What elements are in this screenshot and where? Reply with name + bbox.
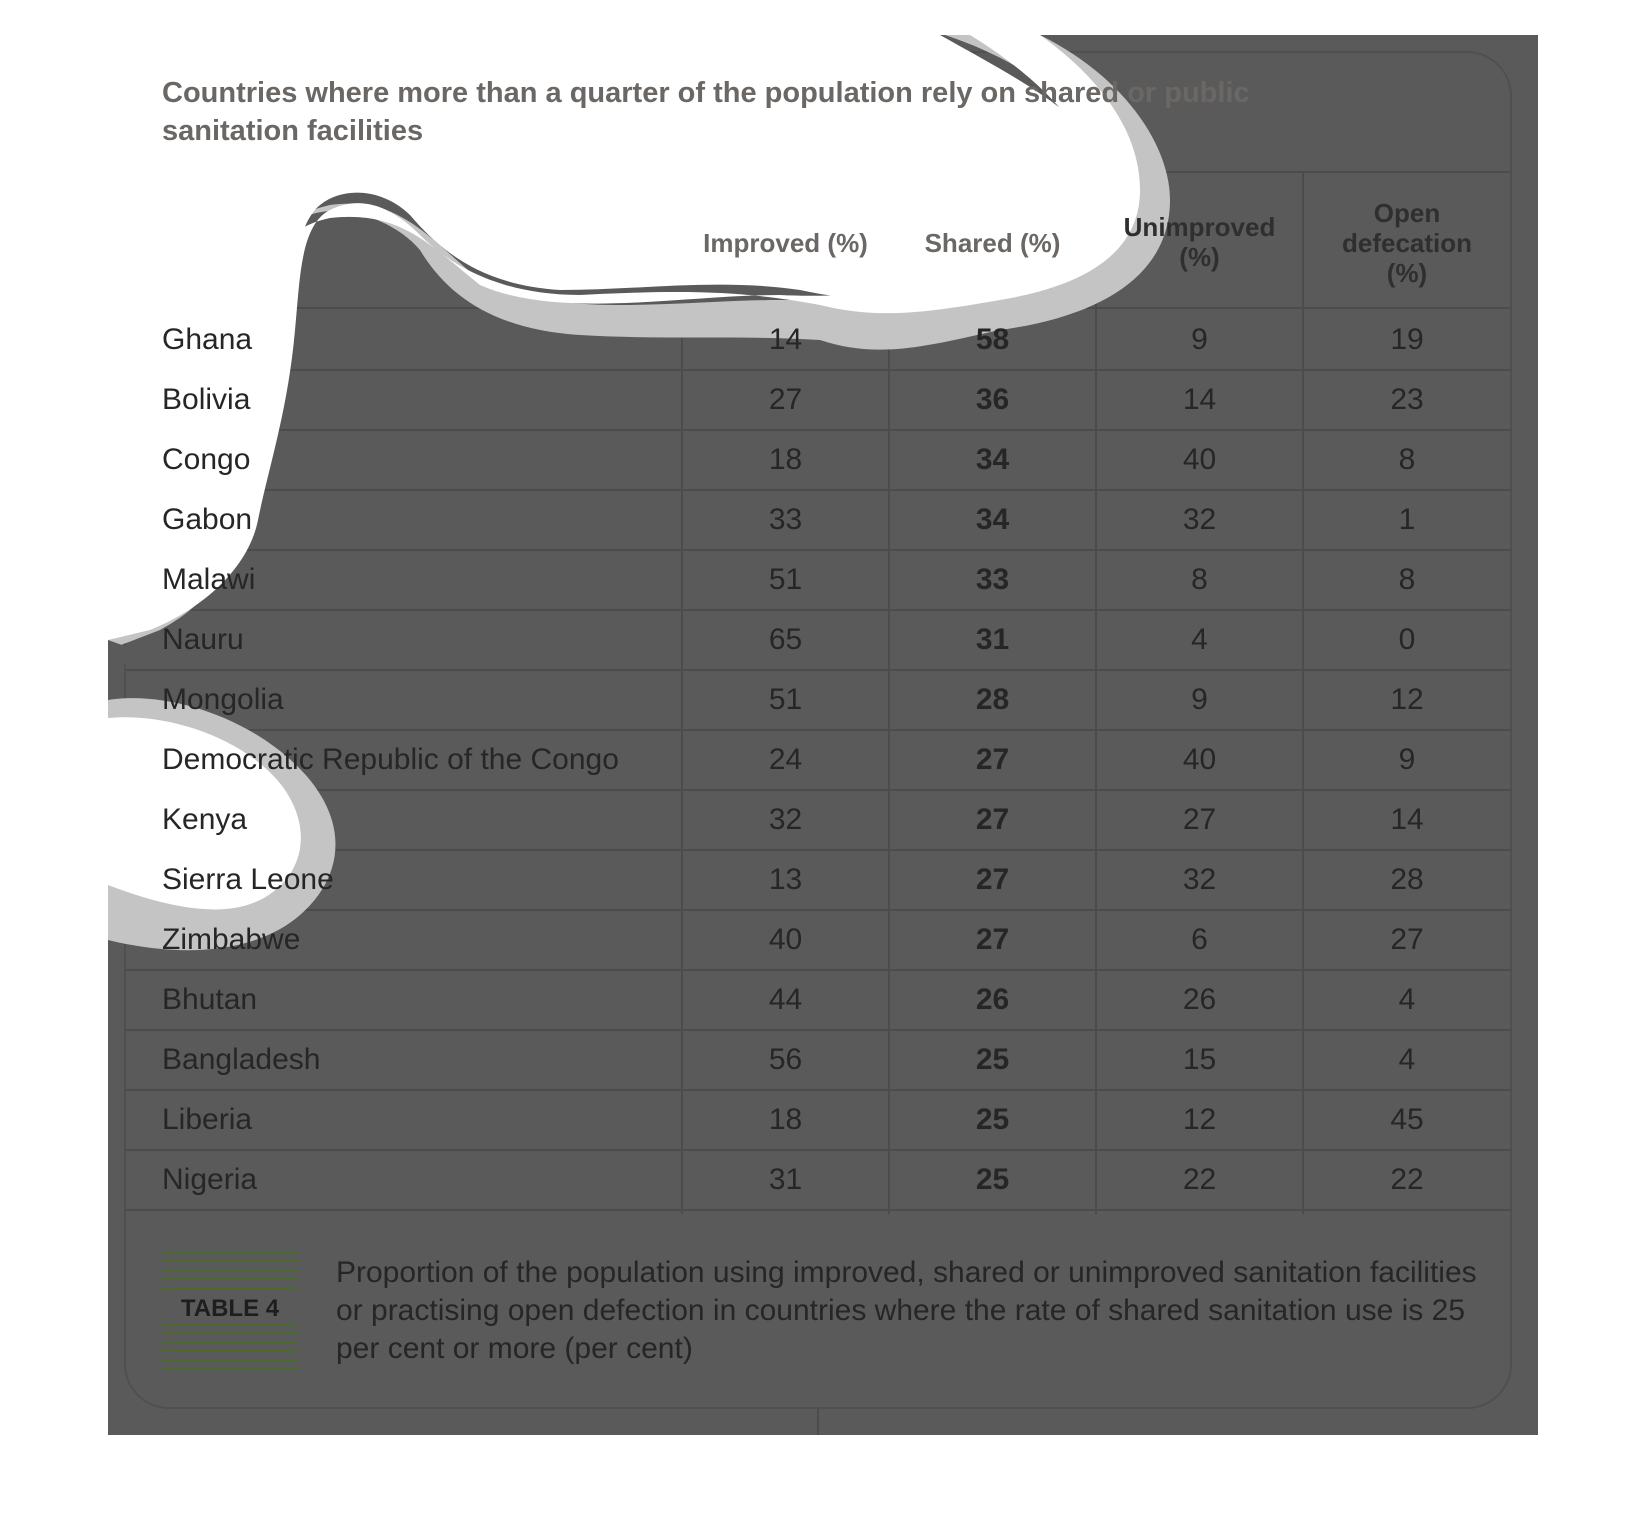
header-unimproved-line1: Unimproved <box>1123 212 1276 242</box>
header-open-line3: (%) <box>1386 258 1428 288</box>
country-name: Kenya <box>162 803 248 836</box>
country-name: Malawi <box>162 563 256 596</box>
cell-shared: 34 <box>975 503 1010 536</box>
country-name: Sierra Leone <box>162 863 334 896</box>
country-name: Congo <box>162 443 251 476</box>
cell-shared: 27 <box>975 803 1010 836</box>
cell-improved: 24 <box>768 743 803 776</box>
table-tag <box>162 1250 298 1376</box>
cell-unimproved: 14 <box>1182 383 1217 416</box>
cell-shared: 36 <box>975 383 1010 416</box>
cell-open: 14 <box>1390 803 1424 836</box>
cell-unimproved: 26 <box>1182 983 1217 1016</box>
cell-shared: 34 <box>975 443 1010 476</box>
cell-unimproved: 40 <box>1182 743 1217 776</box>
cell-improved: 51 <box>768 683 803 716</box>
header-open-line1: Open <box>1373 198 1441 228</box>
cell-improved: 18 <box>768 1103 803 1136</box>
country-name: Nigeria <box>162 1163 258 1196</box>
cell-improved: 32 <box>768 803 803 836</box>
cell-shared: 25 <box>975 1163 1010 1196</box>
cell-unimproved: 22 <box>1182 1163 1217 1196</box>
header-improved: Improved (%) <box>703 228 868 258</box>
cell-improved: 14 <box>768 323 803 356</box>
country-name: Nauru <box>162 623 244 656</box>
country-name: Democratic Republic of the Congo <box>162 743 619 776</box>
cell-open: 12 <box>1390 683 1424 716</box>
cell-improved: 13 <box>768 863 803 896</box>
cell-unimproved: 15 <box>1182 1043 1217 1076</box>
country-name: Bangladesh <box>162 1043 321 1076</box>
cell-improved: 40 <box>768 923 803 956</box>
cell-shared: 31 <box>975 623 1010 656</box>
header-unimproved <box>1096 212 1303 272</box>
cell-shared: 26 <box>975 983 1010 1016</box>
country-name: Mongolia <box>162 683 284 716</box>
cell-open: 22 <box>1390 1163 1424 1196</box>
country-name: Liberia <box>162 1103 253 1136</box>
cell-improved: 18 <box>768 443 803 476</box>
header-open-line2: defecation <box>1341 228 1473 258</box>
cell-open: 0 <box>1398 623 1416 656</box>
cell-shared: 58 <box>975 323 1010 356</box>
cell-shared: 25 <box>975 1103 1010 1136</box>
country-name: Bhutan <box>162 983 258 1016</box>
cell-improved: 51 <box>768 563 803 596</box>
cell-improved: 65 <box>768 623 803 656</box>
cell-open: 8 <box>1398 443 1416 476</box>
table-tag-label: TABLE 4 <box>162 1294 298 1324</box>
header-open-defecation <box>1303 198 1511 288</box>
cell-shared: 27 <box>975 743 1010 776</box>
cell-improved: 44 <box>768 983 803 1016</box>
cell-improved: 31 <box>768 1163 803 1196</box>
cell-open: 45 <box>1390 1103 1424 1136</box>
header-shared: Shared (%) <box>924 228 1061 258</box>
cell-shared: 33 <box>975 563 1010 596</box>
cell-unimproved: 9 <box>1191 683 1208 716</box>
cell-open: 8 <box>1398 563 1416 596</box>
cell-open: 4 <box>1398 983 1416 1016</box>
cell-open: 1 <box>1398 503 1416 536</box>
cell-improved: 56 <box>768 1043 803 1076</box>
cell-unimproved: 40 <box>1182 443 1217 476</box>
cell-shared: 27 <box>975 923 1010 956</box>
table-caption: Proportion of the population using improved, shared or unimproved sanitation facilities or practising open defection in countries where the rate of shared sanitation use is 25 per cent or more (per cent) <box>336 1256 1477 1365</box>
cell-unimproved: 32 <box>1182 863 1217 896</box>
cell-unimproved: 32 <box>1182 503 1217 536</box>
cell-unimproved: 4 <box>1191 623 1208 656</box>
cell-shared: 28 <box>975 683 1010 716</box>
cell-unimproved: 9 <box>1191 323 1208 356</box>
cell-improved: 33 <box>768 503 803 536</box>
cell-improved: 27 <box>768 383 803 416</box>
cell-open: 27 <box>1390 923 1424 956</box>
cell-open: 23 <box>1390 383 1424 416</box>
country-name: Bolivia <box>162 383 251 416</box>
page-title: Countries where more than a quarter of the population rely on shared or public sanitation facilities <box>162 77 1250 147</box>
cell-open: 4 <box>1398 1043 1416 1076</box>
country-name: Gabon <box>162 503 253 536</box>
cell-shared: 25 <box>975 1043 1010 1076</box>
header-unimproved-line2: (%) <box>1179 242 1220 272</box>
cell-unimproved: 27 <box>1182 803 1217 836</box>
cell-open: 9 <box>1398 743 1416 776</box>
cell-unimproved: 12 <box>1182 1103 1217 1136</box>
cell-open: 19 <box>1390 323 1424 356</box>
country-name: Zimbabwe <box>162 923 301 956</box>
cell-open: 28 <box>1390 863 1424 896</box>
cell-unimproved: 6 <box>1191 923 1208 956</box>
cell-unimproved: 8 <box>1191 563 1208 596</box>
country-name: Ghana <box>162 323 253 356</box>
cell-shared: 27 <box>975 863 1010 896</box>
